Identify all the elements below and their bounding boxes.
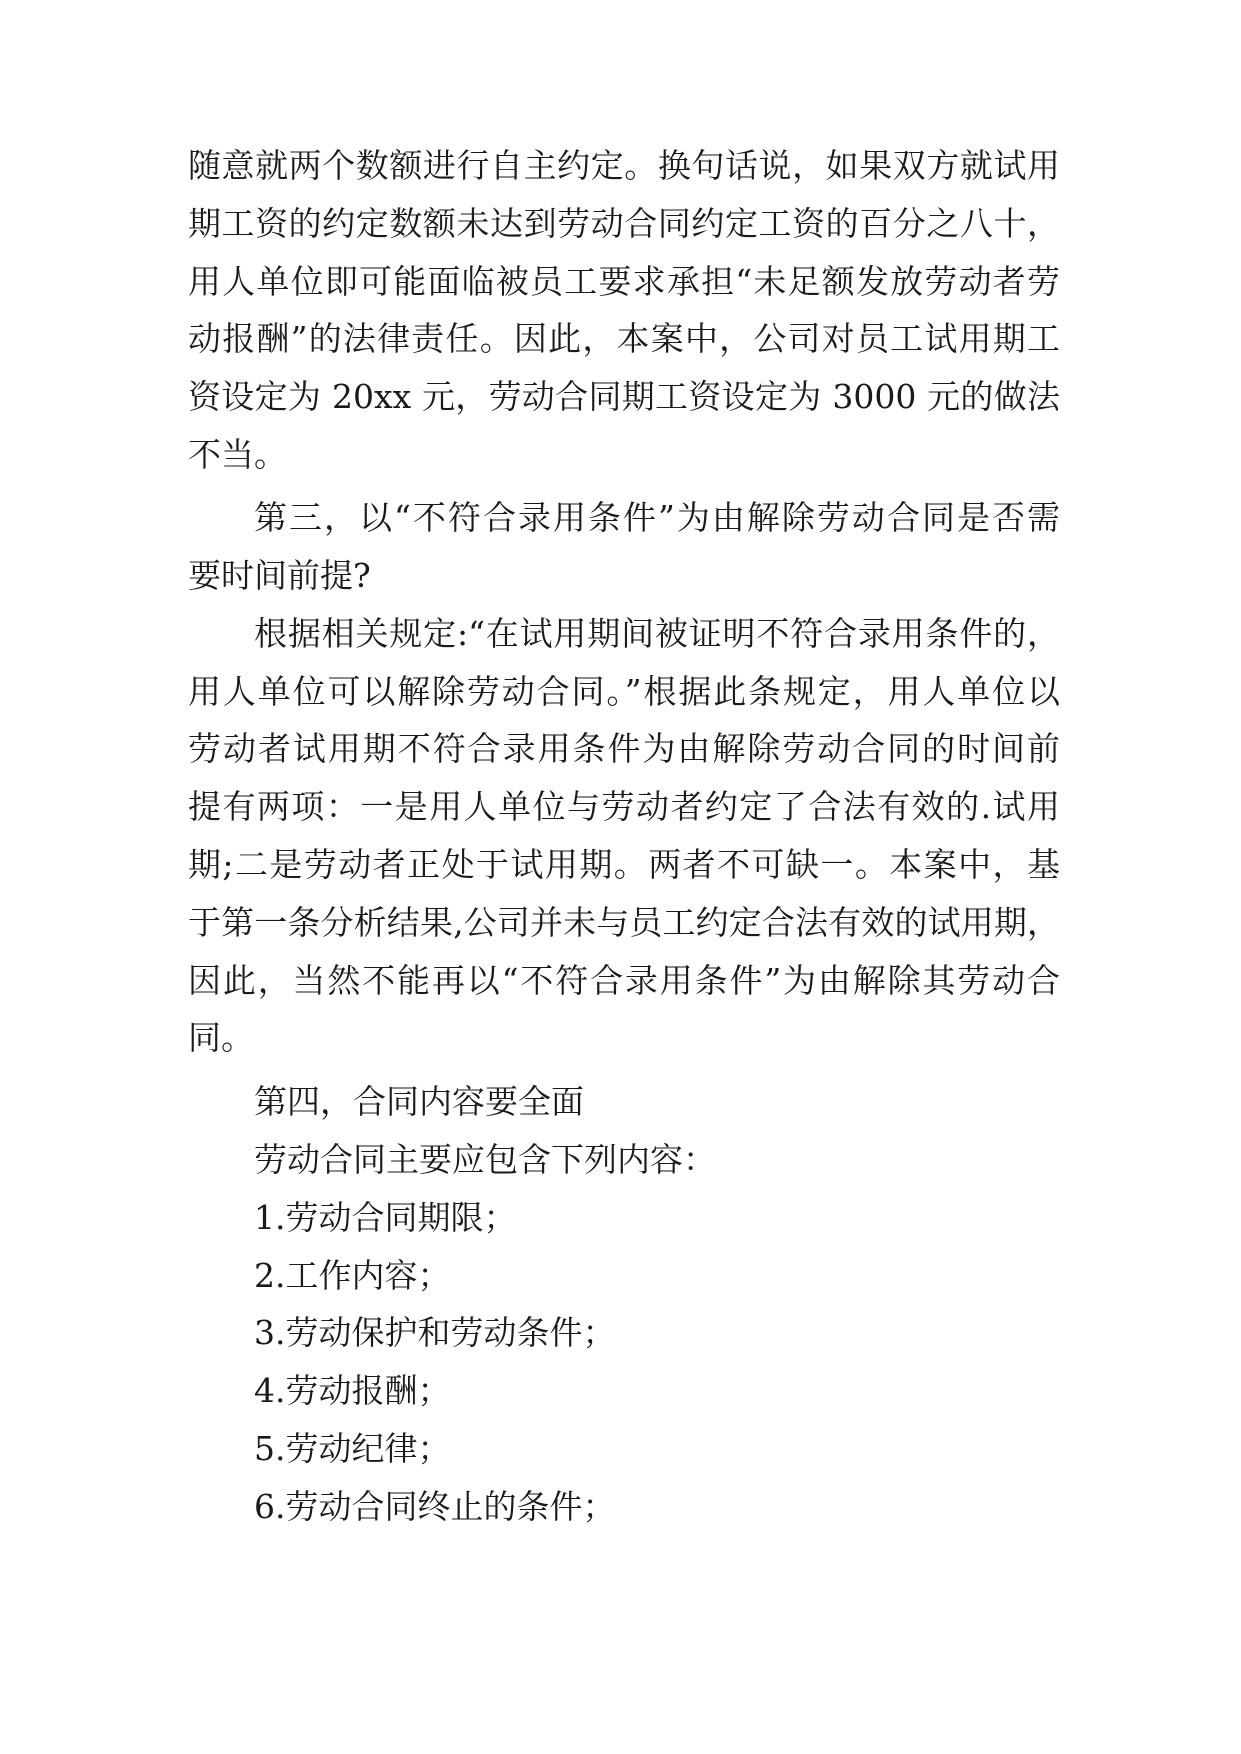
list-item: 6.劳动合同终止的条件； [254,1487,616,1526]
paragraph-line: 不当。 [188,435,287,474]
paragraph-line: 资设定为 20xx 元，劳动合同期工资设定为 3000 元的做法 [188,377,1060,416]
paragraph-line: 于第一条分析结果,公司并未与员工约定合法有效的试用期， [188,903,1060,942]
list-item: 1.劳动合同期限； [254,1198,517,1237]
paragraph-line: 随意就两个数额进行自主约定。换句话说，如果双方就试用 [188,146,1060,185]
section-heading-line: 第三，以“不符合录用条件”为由解除劳动合同是否需 [254,498,1060,537]
paragraph-line: 根据相关规定:“在试用期间被证明不符合录用条件的， [254,614,1060,653]
paragraph-line: 劳动者试用期不符合录用条件为由解除劳动合同的时间前 [188,729,1060,768]
list-item: 5.劳动纪律； [254,1429,451,1468]
paragraph-line: 期;二是劳动者正处于试用期。两者不可缺一。本案中，基 [188,845,1060,884]
paragraph-line: 同。 [188,1018,254,1057]
paragraph-line: 用人单位可以解除劳动合同。”根据此条规定，用人单位以 [188,672,1060,711]
paragraph-line: 用人单位即可能面临被员工要求承担“未足额发放劳动者劳 [188,262,1060,301]
paragraph-line: 提有两项：一是用人单位与劳动者约定了合法有效的.试用 [188,787,1060,826]
list-item: 2.工作内容； [254,1256,451,1295]
paragraph-line: 因此，当然不能再以“不符合录用条件”为由解除其劳动合 [188,961,1060,1000]
section-heading-line: 第四，合同内容要全面 [254,1082,584,1121]
paragraph-line: 期工资的约定数额未达到劳动合同约定工资的百分之八十， [188,204,1060,243]
paragraph-line: 动报酬”的法律责任。因此，本案中，公司对员工试用期工 [188,319,1060,358]
list-item: 3.劳动保护和劳动条件； [254,1313,616,1352]
paragraph-line: 劳动合同主要应包含下列内容： [254,1140,716,1179]
section-heading-line: 要时间前提? [188,556,371,595]
list-item: 4.劳动报酬； [254,1371,451,1410]
